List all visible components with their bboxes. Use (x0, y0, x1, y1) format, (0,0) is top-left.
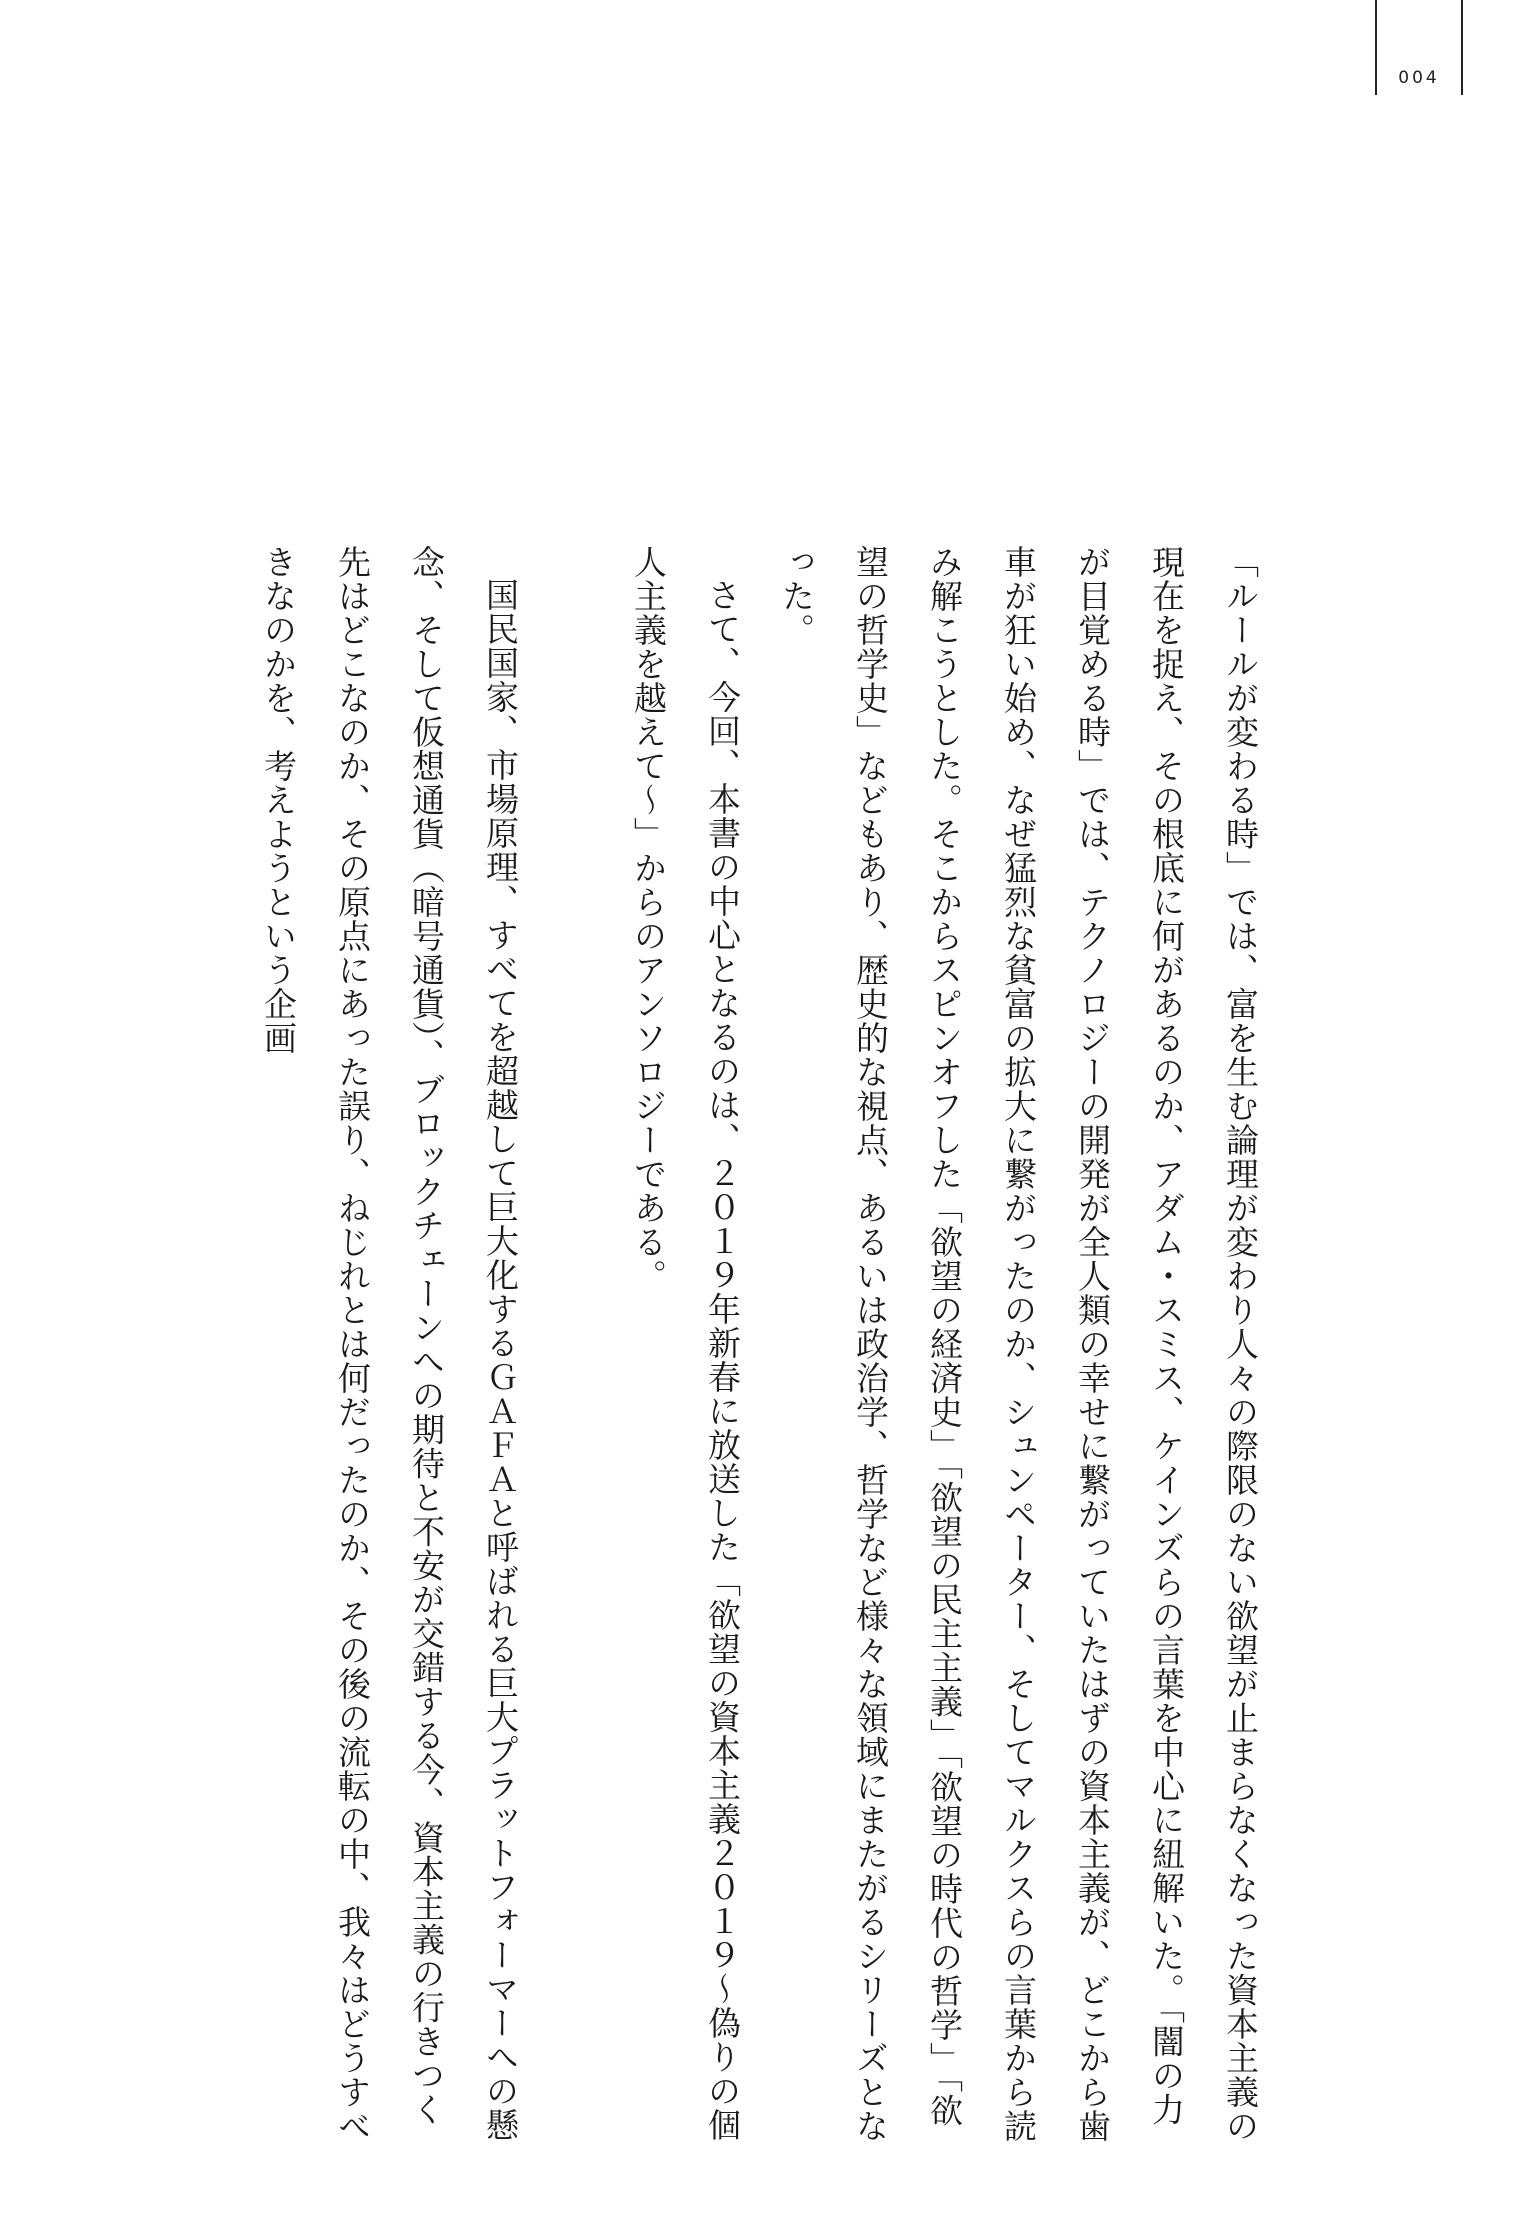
vertical-body-text (241, 545, 1277, 2145)
page-number: 004 (1398, 68, 1440, 88)
page-number-tab (1375, 0, 1463, 95)
paragraph-book-intro: さて、今回、本書の中心となるのは、２０１９年新春に放送した「欲望の資本主義２０１９～偽りの個人主義を越えて～」からのアンソロジーである。 (629, 545, 742, 2142)
paragraph-series-summary: 「ルールが変わる時」では、富を生む論理が変わり人々の際限のない欲望が止まらなくなった資本主義の現在を捉え、その根底に何があるのか、アダム・スミス、ケインズらの言葉を中心に紐解いた。「闇の力が目覚める時」では、テクノロジーの開発が全人類の幸せに繋がっていたはずの資本主義が、どこから歯車が狂い始め、なぜ猛烈な貧富の拡大に繋がったのか、シュンペーター、そしてマルクスらの言葉から読み解こうとした。そこからスピンオフした「欲望の経済史」「欲望の民主主義」「欲望の時代の哲学」「欲望の哲学史」などもあり、歴史的な視点、あるいは政治学、哲学など様々な領域にまたがるシリーズとなった。 (777, 545, 1260, 2143)
paragraph-gafa-context: 国民国家、市場原理、すべてを超越して巨大化するＧＡＦＡと呼ばれる巨大プラットフォーマーへの懸念、そして仮想通貨（暗号通貨）、ブロックチェーンへの期待と不安が交錯する今、資本主義の行きつく先はどこなのか、その原点にあった誤り、ねじれとは何だったのか、その後の流転の中、我々はどうすべきなのかを、考えようという企画 (259, 545, 520, 2143)
